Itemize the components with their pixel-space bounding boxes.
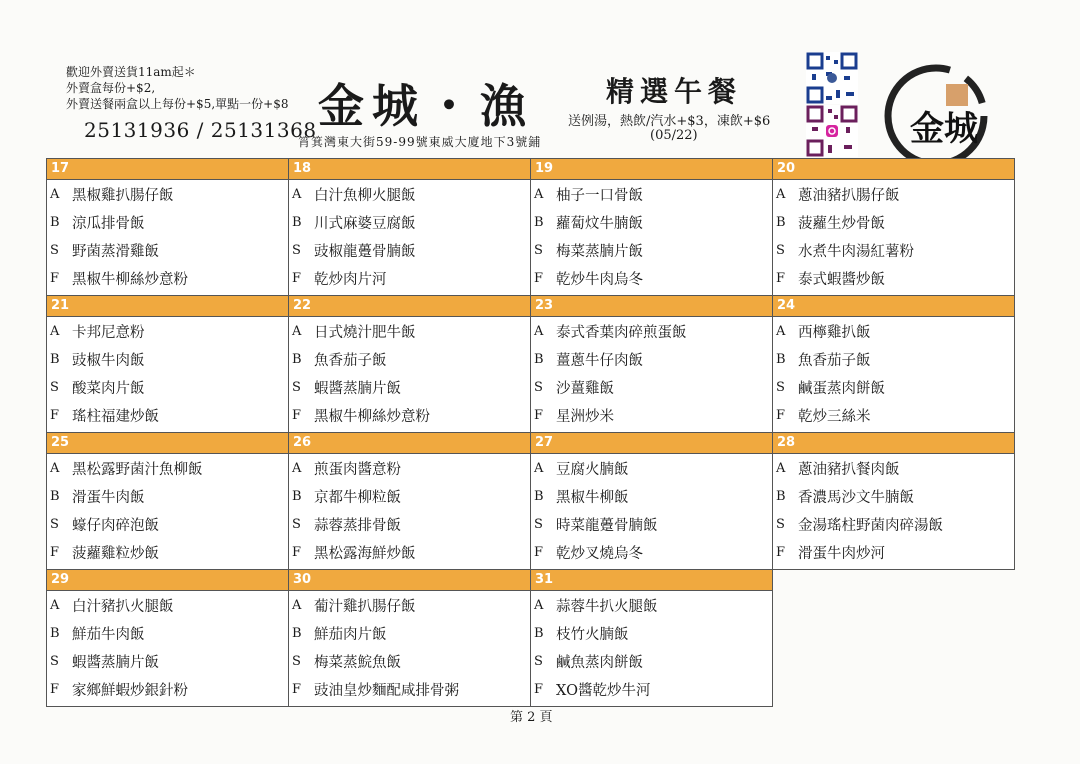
menu-item <box>773 208 1014 236</box>
item-name: 卡邦尼意粉 <box>72 324 145 341</box>
menu-item <box>531 647 772 675</box>
menu-item <box>773 454 1014 482</box>
day-cell <box>46 158 289 296</box>
item-code: S <box>292 653 301 669</box>
day-cell <box>772 432 1015 570</box>
item-name: 家鄉鮮蝦炒銀針粉 <box>72 682 188 699</box>
item-name: 金湯瑤柱野菌肉碎湯飯 <box>798 517 943 534</box>
menu-item <box>531 510 772 538</box>
item-code: A <box>292 323 302 339</box>
item-code: F <box>50 544 60 560</box>
item-code: F <box>534 270 544 286</box>
item-name: 薑蔥牛仔肉飯 <box>556 352 643 369</box>
item-name: 乾炒三絲米 <box>798 408 871 425</box>
item-name: 鮮茄牛肉飯 <box>72 626 145 643</box>
menu-item <box>289 264 530 292</box>
item-name: 白汁豬扒火腿飯 <box>72 598 174 615</box>
item-code: A <box>50 460 60 476</box>
item-code: S <box>50 242 59 258</box>
facebook-qr-icon <box>806 52 858 104</box>
menu-grid <box>46 158 1014 706</box>
menu-item <box>773 180 1014 208</box>
item-code: F <box>292 681 302 697</box>
day-number: 24 <box>773 296 1014 317</box>
day-cell <box>530 158 773 296</box>
item-code: S <box>776 516 785 532</box>
item-code: B <box>50 214 60 230</box>
item-code: F <box>776 407 786 423</box>
day-number: 31 <box>531 570 772 591</box>
item-code: F <box>534 544 544 560</box>
item-code: B <box>292 625 302 641</box>
item-name: 沙薑雞飯 <box>556 380 614 397</box>
item-name: 西檸雞扒飯 <box>798 324 871 341</box>
item-name: 白汁魚柳火腿飯 <box>314 187 416 204</box>
logo-text: 金城 <box>910 109 978 149</box>
menu-item <box>289 591 530 619</box>
day-number: 22 <box>289 296 530 317</box>
item-name: 黑松露野菌汁魚柳飯 <box>72 461 203 478</box>
item-name: 酸菜肉片飯 <box>72 380 145 397</box>
item-code: S <box>292 516 301 532</box>
menu-item <box>531 454 772 482</box>
item-code: F <box>50 407 60 423</box>
item-name: 時菜龍躉骨腩飯 <box>556 517 658 534</box>
menu-item <box>289 208 530 236</box>
menu-item <box>47 510 288 538</box>
item-code: S <box>50 379 59 395</box>
menu-item <box>531 208 772 236</box>
day-number: 19 <box>531 159 772 180</box>
day-number: 23 <box>531 296 772 317</box>
item-name: 蠔仔肉碎泡飯 <box>72 517 159 534</box>
item-name: 鹹蛋蒸肉餅飯 <box>798 380 885 397</box>
item-name: 蝦醬蒸腩片飯 <box>314 380 401 397</box>
day-cell <box>288 432 531 570</box>
day-cell <box>530 569 773 707</box>
item-name: 黑椒牛柳絲炒意粉 <box>72 271 188 288</box>
item-code: S <box>534 379 543 395</box>
item-code: S <box>534 653 543 669</box>
item-name: 黑松露海鮮炒飯 <box>314 545 416 562</box>
day-cell <box>530 295 773 433</box>
item-name: 蒜蓉牛扒火腿飯 <box>556 598 658 615</box>
item-code: A <box>50 597 60 613</box>
day-number: 21 <box>47 296 288 317</box>
item-code: S <box>776 379 785 395</box>
item-code: F <box>50 681 60 697</box>
menu-item <box>47 675 288 703</box>
day-number: 18 <box>289 159 530 180</box>
item-name: 鹹魚蒸肉餅飯 <box>556 654 643 671</box>
item-name: 水煮牛肉湯紅薯粉 <box>798 243 914 260</box>
item-code: A <box>292 460 302 476</box>
menu-item <box>47 317 288 345</box>
item-name: 川式麻婆豆腐飯 <box>314 215 416 232</box>
item-code: F <box>534 681 544 697</box>
day-number: 27 <box>531 433 772 454</box>
day-cell <box>46 295 289 433</box>
menu-item <box>773 401 1014 429</box>
page-number: 第 2 頁 <box>510 710 553 725</box>
item-code: A <box>534 460 544 476</box>
item-code: S <box>292 242 301 258</box>
item-name: 豆腐火腩飯 <box>556 461 629 478</box>
item-code: B <box>534 214 544 230</box>
menu-item <box>47 619 288 647</box>
menu-item <box>47 180 288 208</box>
day-number: 26 <box>289 433 530 454</box>
item-code: F <box>292 270 302 286</box>
item-code: A <box>534 597 544 613</box>
menu-item <box>531 538 772 566</box>
item-name: 日式燒汁肥牛飯 <box>314 324 416 341</box>
item-name: 乾炒肉片河 <box>314 271 387 288</box>
menu-item <box>531 373 772 401</box>
menu-item <box>773 482 1014 510</box>
item-code: S <box>776 242 785 258</box>
item-code: B <box>776 214 786 230</box>
item-code: S <box>534 242 543 258</box>
brand-logo <box>880 60 992 172</box>
menu-item <box>47 591 288 619</box>
item-name: 豉椒牛肉飯 <box>72 352 145 369</box>
item-code: A <box>776 460 786 476</box>
menu-item <box>47 345 288 373</box>
item-name: 蘿蔔炆牛腩飯 <box>556 215 643 232</box>
item-code: A <box>292 597 302 613</box>
menu-item <box>773 264 1014 292</box>
header-notes <box>66 64 288 112</box>
menu-item <box>531 591 772 619</box>
day-cell <box>288 569 531 707</box>
item-code: A <box>776 186 786 202</box>
item-name: 菠蘿生炒骨飯 <box>798 215 885 232</box>
item-code: S <box>292 379 301 395</box>
item-code: F <box>776 544 786 560</box>
item-code: B <box>776 351 786 367</box>
menu-item <box>773 317 1014 345</box>
menu-item <box>531 482 772 510</box>
day-number: 30 <box>289 570 530 591</box>
note-line: 歡迎外賣送貨11am起＊ <box>66 65 196 79</box>
note-line: 外賣送餐兩盒以上每份+$5,單點一份+$8 <box>66 97 289 111</box>
item-code: A <box>50 323 60 339</box>
instagram-qr-icon <box>806 105 858 157</box>
menu-item <box>289 510 530 538</box>
item-name: 鮮茄肉片飯 <box>314 626 387 643</box>
day-cell <box>46 432 289 570</box>
menu-item <box>289 454 530 482</box>
day-number: 28 <box>773 433 1014 454</box>
item-name: 黑椒牛柳絲炒意粉 <box>314 408 430 425</box>
menu-item <box>47 482 288 510</box>
item-code: S <box>50 516 59 532</box>
item-code: A <box>534 186 544 202</box>
menu-item <box>289 345 530 373</box>
item-code: F <box>292 544 302 560</box>
menu-item <box>773 373 1014 401</box>
menu-title: 精選午餐 <box>606 75 743 108</box>
menu-item <box>773 538 1014 566</box>
item-name: 京都牛柳粒飯 <box>314 489 401 506</box>
menu-item <box>289 373 530 401</box>
menu-item <box>531 675 772 703</box>
menu-extras: 送例湯，熱飲/汽水+$3，凍飲+$6 <box>568 114 771 129</box>
day-number: 17 <box>47 159 288 180</box>
menu-item <box>47 236 288 264</box>
item-code: A <box>292 186 302 202</box>
shop-address: 筲箕灣東大街59-99號東威大廈地下3號鋪 <box>298 135 542 149</box>
item-name: 魚香茄子飯 <box>314 352 387 369</box>
item-name: 泰式香葉肉碎煎蛋飯 <box>556 324 687 341</box>
item-name: 滑蛋牛肉飯 <box>72 489 145 506</box>
note-line: 外賣盒每份+$2, <box>66 81 156 95</box>
item-name: 蒜蓉蒸排骨飯 <box>314 517 401 534</box>
menu-item <box>531 264 772 292</box>
menu-item <box>289 675 530 703</box>
item-name: 泰式蝦醬炒飯 <box>798 271 885 288</box>
day-cell <box>772 295 1015 433</box>
day-number: 20 <box>773 159 1014 180</box>
item-code: F <box>292 407 302 423</box>
item-name: 蔥油豬扒腸仔飯 <box>798 187 900 204</box>
menu-item <box>531 619 772 647</box>
item-name: 蝦醬蒸腩片飯 <box>72 654 159 671</box>
item-name: 星洲炒米 <box>556 408 614 425</box>
menu-item <box>289 647 530 675</box>
item-name: 野菌蒸滑雞飯 <box>72 243 159 260</box>
day-number: 29 <box>47 570 288 591</box>
item-code: B <box>292 214 302 230</box>
item-name: 煎蛋肉醬意粉 <box>314 461 401 478</box>
menu-item <box>47 538 288 566</box>
item-name: 菠蘿雞粒炒飯 <box>72 545 159 562</box>
item-name: 豉椒龍躉骨腩飯 <box>314 243 416 260</box>
item-name: 梅菜蒸鯇魚飯 <box>314 654 401 671</box>
menu-item <box>289 619 530 647</box>
menu-item <box>47 208 288 236</box>
logo-ring-icon <box>880 60 992 172</box>
day-cell <box>530 432 773 570</box>
item-name: 魚香茄子飯 <box>798 352 871 369</box>
menu-item <box>531 236 772 264</box>
item-code: S <box>50 653 59 669</box>
item-code: B <box>50 625 60 641</box>
item-code: B <box>292 351 302 367</box>
item-name: XO醬乾炒牛河 <box>556 682 651 699</box>
item-code: B <box>50 488 60 504</box>
item-name: 柚子一口骨飯 <box>556 187 643 204</box>
menu-date: (05/22) <box>650 128 698 143</box>
item-name: 瑤柱福建炒飯 <box>72 408 159 425</box>
item-code: F <box>50 270 60 286</box>
item-code: F <box>534 407 544 423</box>
item-code: B <box>534 488 544 504</box>
brand-title: 金城・漁 <box>318 79 534 133</box>
item-name: 黑椒雞扒腸仔飯 <box>72 187 174 204</box>
item-name: 豉油皇炒麵配咸排骨粥 <box>314 682 459 699</box>
item-name: 乾炒牛肉烏冬 <box>556 271 643 288</box>
phone-numbers: 25131936 / 25131368 <box>84 118 317 142</box>
menu-item <box>773 345 1014 373</box>
menu-item <box>289 538 530 566</box>
item-code: B <box>292 488 302 504</box>
menu-item <box>531 401 772 429</box>
item-code: B <box>50 351 60 367</box>
item-code: B <box>534 625 544 641</box>
item-code: A <box>534 323 544 339</box>
day-number: 25 <box>47 433 288 454</box>
menu-item <box>47 454 288 482</box>
menu-item <box>47 401 288 429</box>
item-code: A <box>776 323 786 339</box>
menu-item <box>47 373 288 401</box>
item-name: 蔥油豬扒餐肉飯 <box>798 461 900 478</box>
menu-item <box>289 317 530 345</box>
menu-item <box>289 236 530 264</box>
item-name: 乾炒叉燒烏冬 <box>556 545 643 562</box>
menu-item <box>289 180 530 208</box>
item-code: B <box>776 488 786 504</box>
menu-item <box>289 482 530 510</box>
item-code: F <box>776 270 786 286</box>
item-code: S <box>534 516 543 532</box>
day-cell <box>288 158 531 296</box>
item-name: 香濃馬沙文牛腩飯 <box>798 489 914 506</box>
day-cell <box>288 295 531 433</box>
menu-item <box>773 510 1014 538</box>
menu-item <box>531 317 772 345</box>
item-code: A <box>50 186 60 202</box>
item-name: 葡汁雞扒腸仔飯 <box>314 598 416 615</box>
item-code: B <box>534 351 544 367</box>
day-cell <box>46 569 289 707</box>
menu-item <box>531 345 772 373</box>
item-name: 梅菜蒸腩片飯 <box>556 243 643 260</box>
day-cell <box>772 158 1015 296</box>
menu-item <box>47 264 288 292</box>
item-name: 枝竹火腩飯 <box>556 626 629 643</box>
menu-item <box>773 236 1014 264</box>
menu-item <box>289 401 530 429</box>
item-name: 黑椒牛柳飯 <box>556 489 629 506</box>
empty-cell <box>772 569 1015 707</box>
menu-item <box>47 647 288 675</box>
menu-item <box>531 180 772 208</box>
item-name: 涼瓜排骨飯 <box>72 215 145 232</box>
item-name: 滑蛋牛肉炒河 <box>798 545 885 562</box>
